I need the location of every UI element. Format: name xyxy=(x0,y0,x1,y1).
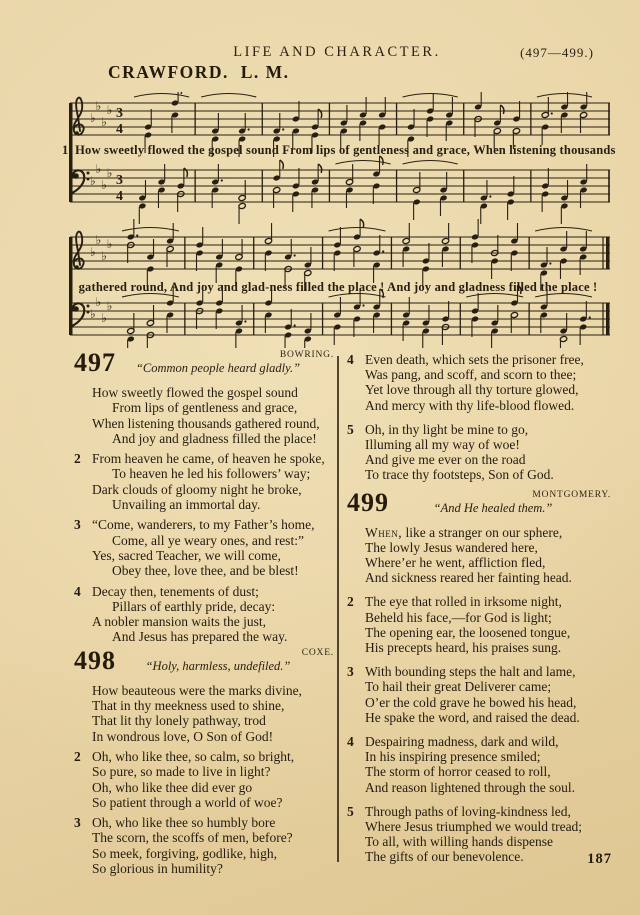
svg-text:♭: ♭ xyxy=(90,245,96,259)
verse-number: 3 xyxy=(347,664,354,680)
verse-line: When listening thousands gathered round, xyxy=(92,415,320,431)
verse-line: And give me ever on the road xyxy=(365,452,526,468)
verse-line: Oh, in thy light be mine to go, xyxy=(365,421,529,437)
svg-text:♭: ♭ xyxy=(95,233,102,247)
verse-line: Was pang, and scoff, and scorn to thee; xyxy=(365,367,577,383)
svg-text:♭: ♭ xyxy=(106,299,113,313)
verse-line: Obey thee, love thee, and be blest! xyxy=(112,563,299,579)
hymn-number: 497 xyxy=(74,348,116,377)
hymn-range: (497—499.) xyxy=(520,45,594,60)
verse-number: 2 xyxy=(347,594,354,610)
svg-text:4: 4 xyxy=(116,189,123,204)
verse-line: From heaven he came, of heaven he spoke, xyxy=(92,451,325,467)
verse-line: Oh, who like thee so humbly bore xyxy=(92,815,276,831)
verse-line: So patient through a world of woe? xyxy=(92,794,283,810)
column-divider xyxy=(337,356,339,862)
hymn-verse xyxy=(74,451,336,512)
music-score xyxy=(62,92,614,348)
hymn-verse xyxy=(74,584,336,645)
score-lyric-line-1: 1. How sweetly flowed the gospel sound From lips of gentleness and grace, When listening thousands xyxy=(62,143,616,157)
hymn-verse xyxy=(74,385,336,446)
svg-text:♭: ♭ xyxy=(106,237,113,251)
verse-line: The gifts of our benevolence. xyxy=(365,849,524,865)
verse-line: To hail their great Deliverer came; xyxy=(365,679,552,695)
verse-line: When, like a stranger on our sphere, xyxy=(365,524,563,540)
hymn-header xyxy=(347,487,613,522)
verse-line: With bounding steps the halt and lame, xyxy=(365,664,576,680)
verse-line: Yes, sacred Teacher, we will come, xyxy=(92,547,281,563)
hymn-column-right xyxy=(347,352,613,874)
hymn-verse xyxy=(347,422,613,483)
hymn-subtitle: “Common people heard gladly.” xyxy=(135,361,301,375)
svg-text:4: 4 xyxy=(116,122,123,137)
verse-line: And reason lightened through the soul. xyxy=(365,779,575,795)
verse-line: Decay then, tenements of dust; xyxy=(92,583,259,599)
verse-line: To all, with willing hands dispense xyxy=(365,834,554,850)
page-number: 187 xyxy=(587,851,612,867)
verse-line: A nobler mansion waits the just, xyxy=(92,614,266,630)
verse-line: That lit thy lonely pathway, trod xyxy=(92,713,266,729)
verse-line: Oh, who like thee did ever go xyxy=(92,779,253,795)
verse-line: The scorn, the scoffs of men, before? xyxy=(92,830,293,846)
verse-number: 5 xyxy=(347,421,354,437)
svg-text:♭: ♭ xyxy=(95,162,102,176)
tune-title xyxy=(108,62,290,83)
hymn-author: MONTGOMERY. xyxy=(532,489,611,500)
hymn-verse xyxy=(347,734,613,795)
verse-number: 2 xyxy=(74,748,81,764)
verse-line: His precepts heard, his praises sung. xyxy=(365,640,562,656)
verse-line: And mercy with thy life-blood flowed. xyxy=(365,397,575,413)
verse-line: Yet love through all thy torture glowed, xyxy=(365,382,579,398)
hymn-verse xyxy=(347,594,613,655)
verse-number: 2 xyxy=(74,451,81,467)
verse-line: And joy and gladness filled the place! xyxy=(112,430,317,446)
hymn-verse xyxy=(74,815,336,876)
music-score-svg xyxy=(62,92,614,348)
hymn-verse xyxy=(347,664,613,725)
verse-line: Beheld his face,—for God is light; xyxy=(365,609,552,625)
verse-line: The storm of horror ceased to roll, xyxy=(365,764,551,780)
svg-text:3: 3 xyxy=(116,173,123,188)
verse-number: 4 xyxy=(74,583,81,599)
verse-line: To heaven he led his followers’ way; xyxy=(112,466,311,482)
svg-text:3: 3 xyxy=(116,106,123,121)
verse-line: How beauteous were the marks divine, xyxy=(92,682,302,698)
running-head: LIFE AND CHARACTER. xyxy=(233,44,441,60)
hymn-author: BOWRING. xyxy=(279,350,334,360)
verse-line: The opening ear, the loosened tongue, xyxy=(365,624,571,640)
svg-text:♭: ♭ xyxy=(101,115,107,129)
verse-line: So meek, forgiving, godlike, high, xyxy=(92,845,277,861)
verse-number: 5 xyxy=(347,803,354,819)
svg-text:♭: ♭ xyxy=(90,111,96,125)
svg-text:♭: ♭ xyxy=(95,99,102,113)
tune-meter: L. M. xyxy=(240,62,290,82)
verse-line: From lips of gentleness and grace, xyxy=(112,400,298,416)
svg-text:♭: ♭ xyxy=(95,295,102,309)
hymn-number: 499 xyxy=(347,487,389,517)
svg-text:♭: ♭ xyxy=(90,174,96,188)
verse-line: Despairing madness, dark and wild, xyxy=(365,734,559,750)
verse-line: Oh, who like thee, so calm, so bright, xyxy=(92,748,295,764)
verse-line: Dark clouds of gloomy night he broke, xyxy=(92,481,302,497)
verse-line: The lowly Jesus wandered here, xyxy=(365,539,538,555)
hymn-number: 498 xyxy=(74,645,116,675)
verse-line: How sweetly flowed the gospel sound xyxy=(92,385,298,400)
hymn-verse xyxy=(74,517,336,578)
svg-text:♭: ♭ xyxy=(101,249,107,263)
hymn-author: COXE. xyxy=(301,647,334,658)
score-lyric-line-2: gathered round, And joy and glad-ness filled the place ! And joy and gladness filled the place ! xyxy=(78,280,598,294)
hymn-subtitle: “And He healed them.” xyxy=(433,500,553,515)
hymn-verse xyxy=(74,683,336,744)
svg-text:♭: ♭ xyxy=(101,311,107,325)
verse-line: Pillars of earthly pride, decay: xyxy=(112,598,276,614)
svg-text:♭: ♭ xyxy=(101,178,107,192)
verse-line: O’er the cold grave he bowed his head, xyxy=(365,694,577,710)
smallcaps-lead: When, xyxy=(365,524,403,540)
verse-line: Unvailing an immortal day. xyxy=(112,497,261,513)
verse-line: In wondrous love, O Son of God! xyxy=(92,728,274,744)
verse-line: And sickness reared her fainting head. xyxy=(365,570,572,586)
verse-line: So pure, so made to live in light? xyxy=(92,764,271,780)
verse-line: And Jesus has prepared the way. xyxy=(112,629,288,645)
hymn-verse xyxy=(74,749,336,810)
verse-number: 4 xyxy=(347,352,354,367)
verse-line: Come, all ye weary ones, and rest:” xyxy=(112,532,304,548)
svg-text:♭: ♭ xyxy=(106,166,113,180)
verse-line: The eye that rolled in irksome night, xyxy=(365,594,562,610)
hymn-header xyxy=(74,645,336,680)
hymn-verse xyxy=(347,352,613,413)
svg-text:♭: ♭ xyxy=(106,103,113,117)
verse-line: So glorious in humility? xyxy=(92,861,223,877)
verse-line: Where’er he went, affliction fled, xyxy=(365,555,546,571)
verse-number: 4 xyxy=(347,734,354,750)
verse-line: He spake the word, and raised the dead. xyxy=(365,709,580,725)
hymn-subtitle: “Holy, harmless, undefiled.” xyxy=(145,658,291,673)
verse-line: To trace thy footsteps, Son of God. xyxy=(365,467,554,483)
verse-number: 3 xyxy=(74,815,81,831)
verse-number: 3 xyxy=(74,517,81,533)
svg-text:♭: ♭ xyxy=(90,307,96,321)
verse-line: “Come, wanderers, to my Father’s home, xyxy=(92,517,315,533)
hymn-verse xyxy=(347,525,613,586)
verse-line: Illuming all my way of woe! xyxy=(365,437,520,453)
verse-line: In his inspiring presence smiled; xyxy=(365,749,541,765)
hymn-header xyxy=(74,348,336,382)
hymn-column-left xyxy=(74,348,336,881)
verse-line: Through paths of loving-kindness led, xyxy=(365,803,571,819)
verse-line: Even death, which sets the prisoner free, xyxy=(365,352,584,367)
tune-name: CRAWFORD. xyxy=(108,62,229,82)
verse-line: That in thy meekness used to shine, xyxy=(92,698,285,714)
verse-line: Where Jesus triumphed we would tread; xyxy=(365,819,583,835)
